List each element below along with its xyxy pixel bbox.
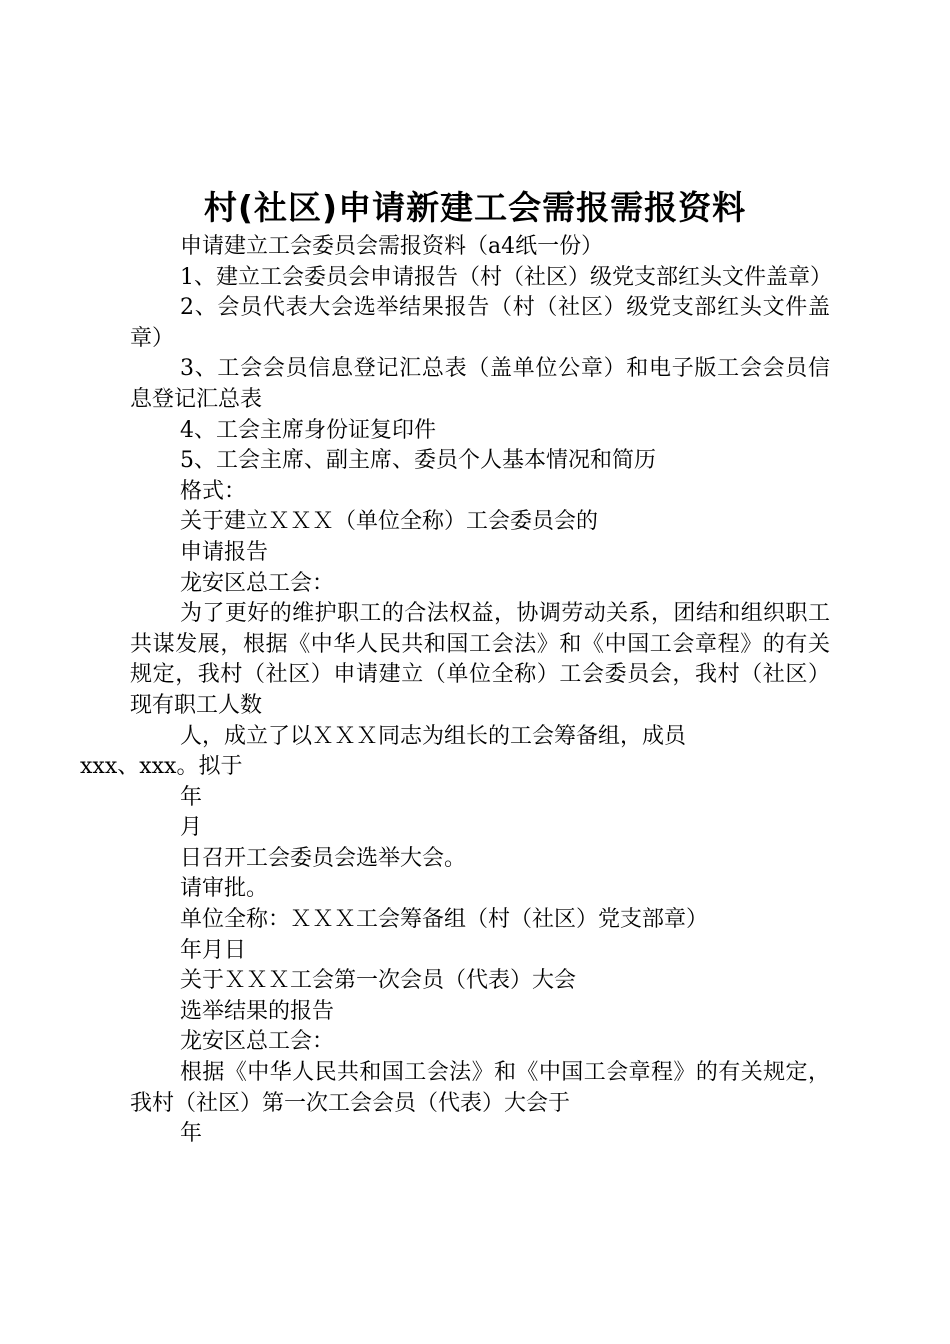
item-2: 2、会员代表大会选举结果报告（村（社区）级党支部红头文件盖章） <box>130 295 830 351</box>
approval-request: 请审批。 <box>180 876 269 902</box>
report-heading-1: 关于ＸＸＸ工会第一次会员（代表）大会 <box>180 968 577 994</box>
report-year: 年 <box>180 1121 203 1147</box>
application-heading-1: 关于建立ＸＸＸ（单位全称）工会委员会的 <box>180 509 599 535</box>
application-body-cont: 人，成立了以ＸＸＸ同志为组长的工会筹备组，成员 xxx、xxx。拟于 <box>80 723 687 780</box>
intro-line: 申请建立工会委员会需报资料（a4纸一份） <box>180 234 604 259</box>
signature-unit: 单位全称：ＸＸＸ工会筹备组（村（社区）党支部章） <box>180 907 709 933</box>
application-heading-2: 申请报告 <box>180 539 269 565</box>
item-1: 1、建立工会委员会申请报告（村（社区）级党支部红头文件盖章） <box>180 264 832 290</box>
item-5: 5、工会主席、副主席、委员个人基本情况和简历 <box>180 448 656 474</box>
addressee: 龙安区总工会： <box>180 570 335 596</box>
signature-date: 年月日 <box>180 937 247 963</box>
format-label: 格式： <box>180 478 247 504</box>
date-month: 月 <box>180 815 203 841</box>
report-heading-2: 选举结果的报告 <box>180 998 335 1024</box>
meeting-line: 日召开工会委员会选举大会。 <box>180 845 467 871</box>
report-addressee: 龙安区总工会： <box>180 1029 335 1055</box>
item-4: 4、工会主席身份证复印件 <box>180 417 436 443</box>
report-body: 根据《中华人民共和国工会法》和《中国工会章程》的有关规定，我村（社区）第一次工会会员（代表）大会于 <box>130 1060 830 1116</box>
document-body <box>80 232 832 1150</box>
application-body: 为了更好的维护职工的合法权益，协调劳动关系，团结和组织职工共谋发展，根据《中华人民共和国工会法》和《中国工会章程》的有关规定，我村（社区）申请建立（单位全称）工会委员会，我村（社区）现有职工人数 <box>130 601 830 718</box>
item-3: 3、工会会员信息登记汇总表（盖单位公章）和电子版工会会员信息登记汇总表 <box>130 356 830 412</box>
date-year: 年 <box>180 784 203 810</box>
document-title: 村(社区)申请新建工会需报需报资料 <box>203 188 747 227</box>
